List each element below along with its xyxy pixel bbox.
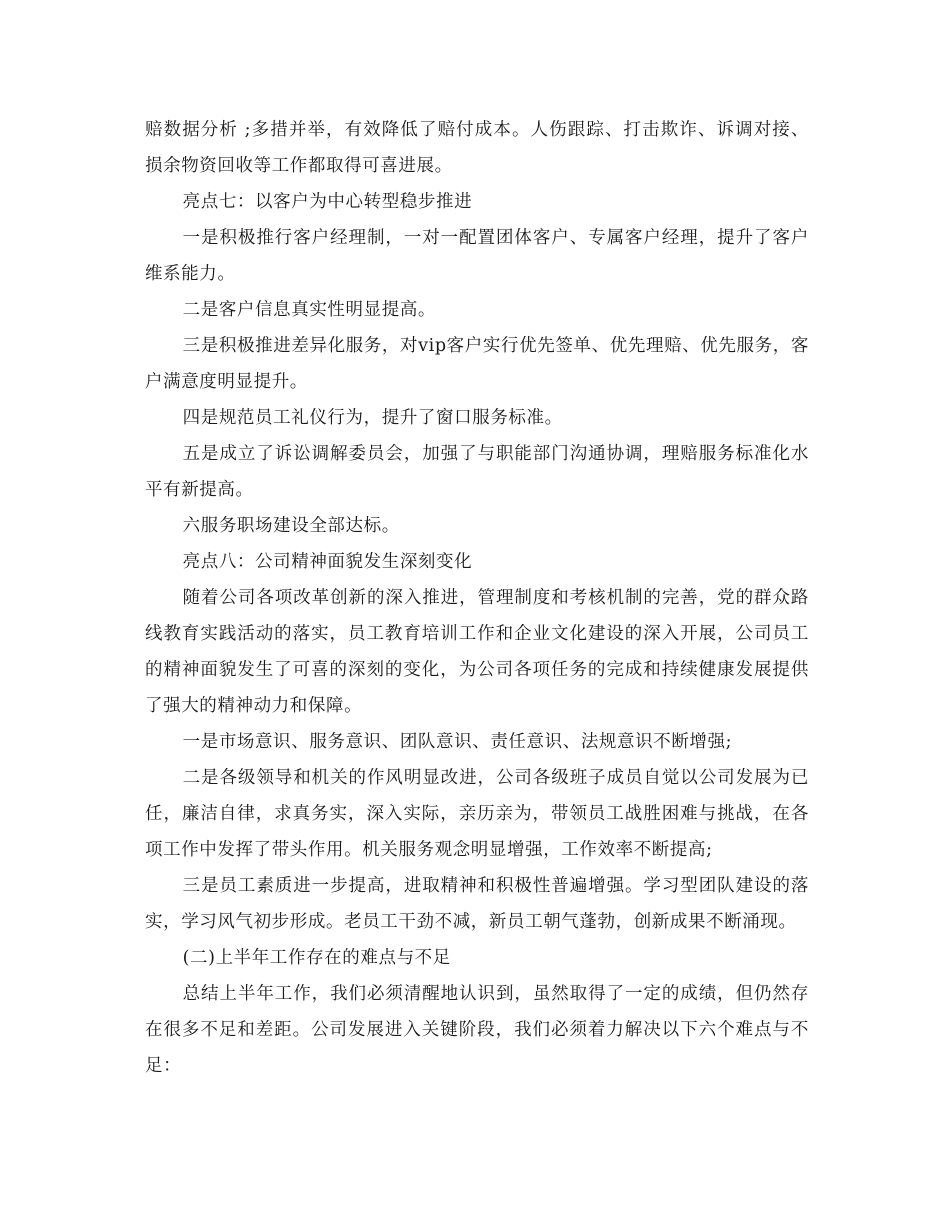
section-heading: 亮点八：公司精神面貌发生深刻变化	[182, 552, 473, 572]
paragraph: 一是积极推行客户经理制，一对一配置团体客户、专属客户经理，提升了客户维系能力。	[145, 228, 809, 284]
section-heading: (二)上半年工作存在的难点与不足	[182, 948, 451, 968]
paragraph: 六服务职场建设全部达标。	[182, 516, 400, 536]
paragraph: 五是成立了诉讼调解委员会，加强了与职能部门沟通协调，理赔服务标准化水平有新提高。	[145, 444, 809, 500]
paragraph: 三是积极推进差异化服务，对vip客户实行优先签单、优先理赔、优先服务，客户满意度明显提升。	[145, 336, 809, 392]
paragraph: 二是客户信息真实性明显提高。	[182, 300, 437, 320]
paragraph: 二是各级领导和机关的作风明显改进，公司各级班子成员自觉以公司发展为已任，廉洁自律，求真务实，深入实际，亲历亲为，带领员工战胜困难与挑战，在各项工作中发挥了带头作用。机关服务观念明显增强，工作效率不断提高;	[145, 768, 809, 860]
paragraph: 四是规范员工礼仪行为，提升了窗口服务标准。	[182, 408, 563, 428]
paragraph: 一是市场意识、服务意识、团队意识、责任意识、法规意识不断增强;	[182, 732, 733, 752]
document-body	[145, 112, 809, 1084]
paragraph: 赔数据分析 ;多措并举，有效降低了赔付成本。人伤跟踪、打击欺诈、诉调对接、损余物资回收等工作都取得可喜进展。	[145, 120, 809, 176]
section-heading: 亮点七：以客户为中心转型稳步推进	[182, 192, 473, 212]
paragraph: 随着公司各项改革创新的深入推进，管理制度和考核机制的完善，党的群众路线教育实践活动的落实，员工教育培训工作和企业文化建设的深入开展，公司员工的精神面貌发生了可喜的深刻的变化，为公司各项任务的完成和持续健康发展提供了强大的精神动力和保障。	[145, 588, 809, 716]
paragraph: 总结上半年工作，我们必须清醒地认识到，虽然取得了一定的成绩，但仍然存在很多不足和差距。公司发展进入关键阶段，我们必须着力解决以下六个难点与不足：	[145, 984, 809, 1076]
paragraph: 三是员工素质进一步提高，进取精神和积极性普遍增强。学习型团队建设的落实，学习风气初步形成。老员工干劲不减，新员工朝气蓬勃，创新成果不断涌现。	[145, 876, 809, 932]
